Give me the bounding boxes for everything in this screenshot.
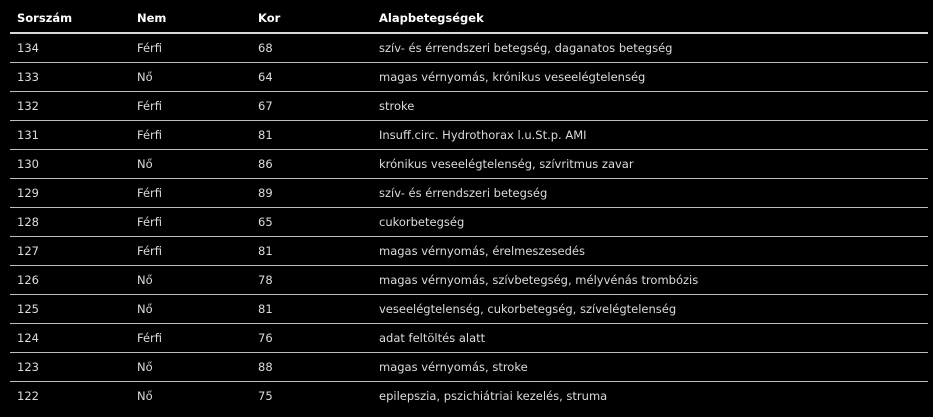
table-row <box>10 63 928 92</box>
cell-sorszam: 130 <box>10 150 130 179</box>
header-sorszam: Sorszám <box>10 3 130 33</box>
cell-alapbetegsegek: szív- és érrendszeri betegség, daganatos betegség <box>372 33 928 63</box>
cell-sorszam: 128 <box>10 208 130 237</box>
cell-sorszam: 133 <box>10 63 130 92</box>
cell-kor: 81 <box>251 295 372 324</box>
cell-nem: Férfi <box>130 324 251 353</box>
cell-nem: Férfi <box>130 237 251 266</box>
cell-alapbetegsegek: magas vérnyomás, krónikus veseelégtelenség <box>372 63 928 92</box>
cell-alapbetegsegek: krónikus veseelégtelenség, szívritmus zavar <box>372 150 928 179</box>
data-table <box>10 3 928 410</box>
table-row <box>10 150 928 179</box>
cell-alapbetegsegek: cukorbetegség <box>372 208 928 237</box>
header-nem: Nem <box>130 3 251 33</box>
cell-sorszam: 129 <box>10 179 130 208</box>
cell-sorszam: 127 <box>10 237 130 266</box>
cell-alapbetegsegek: szív- és érrendszeri betegség <box>372 179 928 208</box>
cell-kor: 89 <box>251 179 372 208</box>
table-row <box>10 208 928 237</box>
table-row <box>10 295 928 324</box>
cell-sorszam: 132 <box>10 92 130 121</box>
cell-nem: Nő <box>137 389 153 403</box>
cell-kor: 64 <box>251 63 372 92</box>
cell-nem: Férfi <box>130 208 251 237</box>
cell-kor: 67 <box>251 92 372 121</box>
table-header-row <box>10 3 928 33</box>
cell-sorszam: 125 <box>10 295 130 324</box>
cell-nem: Nő <box>130 295 251 324</box>
cell-sorszam: 122 <box>17 389 39 403</box>
cell-alapbetegsegek: magas vérnyomás, szívbetegség, mélyvénás trombózis <box>372 266 928 295</box>
cell-sorszam: 131 <box>10 121 130 150</box>
table-row <box>10 266 928 295</box>
table-row <box>10 382 928 411</box>
cell-nem: Férfi <box>130 92 251 121</box>
cell-nem: Nő <box>130 353 251 382</box>
cell-alapbetegsegek: adat feltöltés alatt <box>372 324 928 353</box>
cell-nem: Nő <box>130 150 251 179</box>
cell-alapbetegsegek: stroke <box>372 92 928 121</box>
table-row <box>10 324 928 353</box>
table-row <box>10 92 928 121</box>
cell-alapbetegsegek: magas vérnyomás, érelmeszesedés <box>372 237 928 266</box>
cell-kor: 81 <box>251 121 372 150</box>
cell-alapbetegsegek: epilepszia, pszichiátriai kezelés, struma <box>379 389 608 403</box>
cell-alapbetegsegek: magas vérnyomás, stroke <box>372 353 928 382</box>
cell-kor: 68 <box>251 33 372 63</box>
table-row <box>10 121 928 150</box>
table-row <box>10 179 928 208</box>
cell-nem: Férfi <box>130 121 251 150</box>
table-row <box>10 237 928 266</box>
cell-sorszam: 123 <box>10 353 130 382</box>
header-kor: Kor <box>251 3 372 33</box>
cell-alapbetegsegek: Insuff.circ. Hydrothorax l.u.St.p. AMI <box>372 121 928 150</box>
cell-sorszam: 124 <box>10 324 130 353</box>
cell-kor: 86 <box>251 150 372 179</box>
cell-kor: 76 <box>251 324 372 353</box>
cell-kor: 81 <box>251 237 372 266</box>
table-row <box>10 353 928 382</box>
cell-kor: 65 <box>251 208 372 237</box>
cell-alapbetegsegek: veseelégtelenség, cukorbetegség, szívelégtelenség <box>372 295 928 324</box>
cell-sorszam: 126 <box>10 266 130 295</box>
cell-kor: 75 <box>258 389 273 403</box>
cell-nem: Férfi <box>130 179 251 208</box>
cell-kor: 88 <box>251 353 372 382</box>
header-alapbetegsegek: Alapbetegségek <box>372 3 928 33</box>
cell-nem: Nő <box>130 266 251 295</box>
table-row <box>10 33 928 63</box>
cell-nem: Nő <box>130 63 251 92</box>
cell-nem: Férfi <box>130 33 251 63</box>
cell-kor: 78 <box>251 266 372 295</box>
table-body <box>10 33 928 410</box>
cell-sorszam: 134 <box>10 33 130 63</box>
